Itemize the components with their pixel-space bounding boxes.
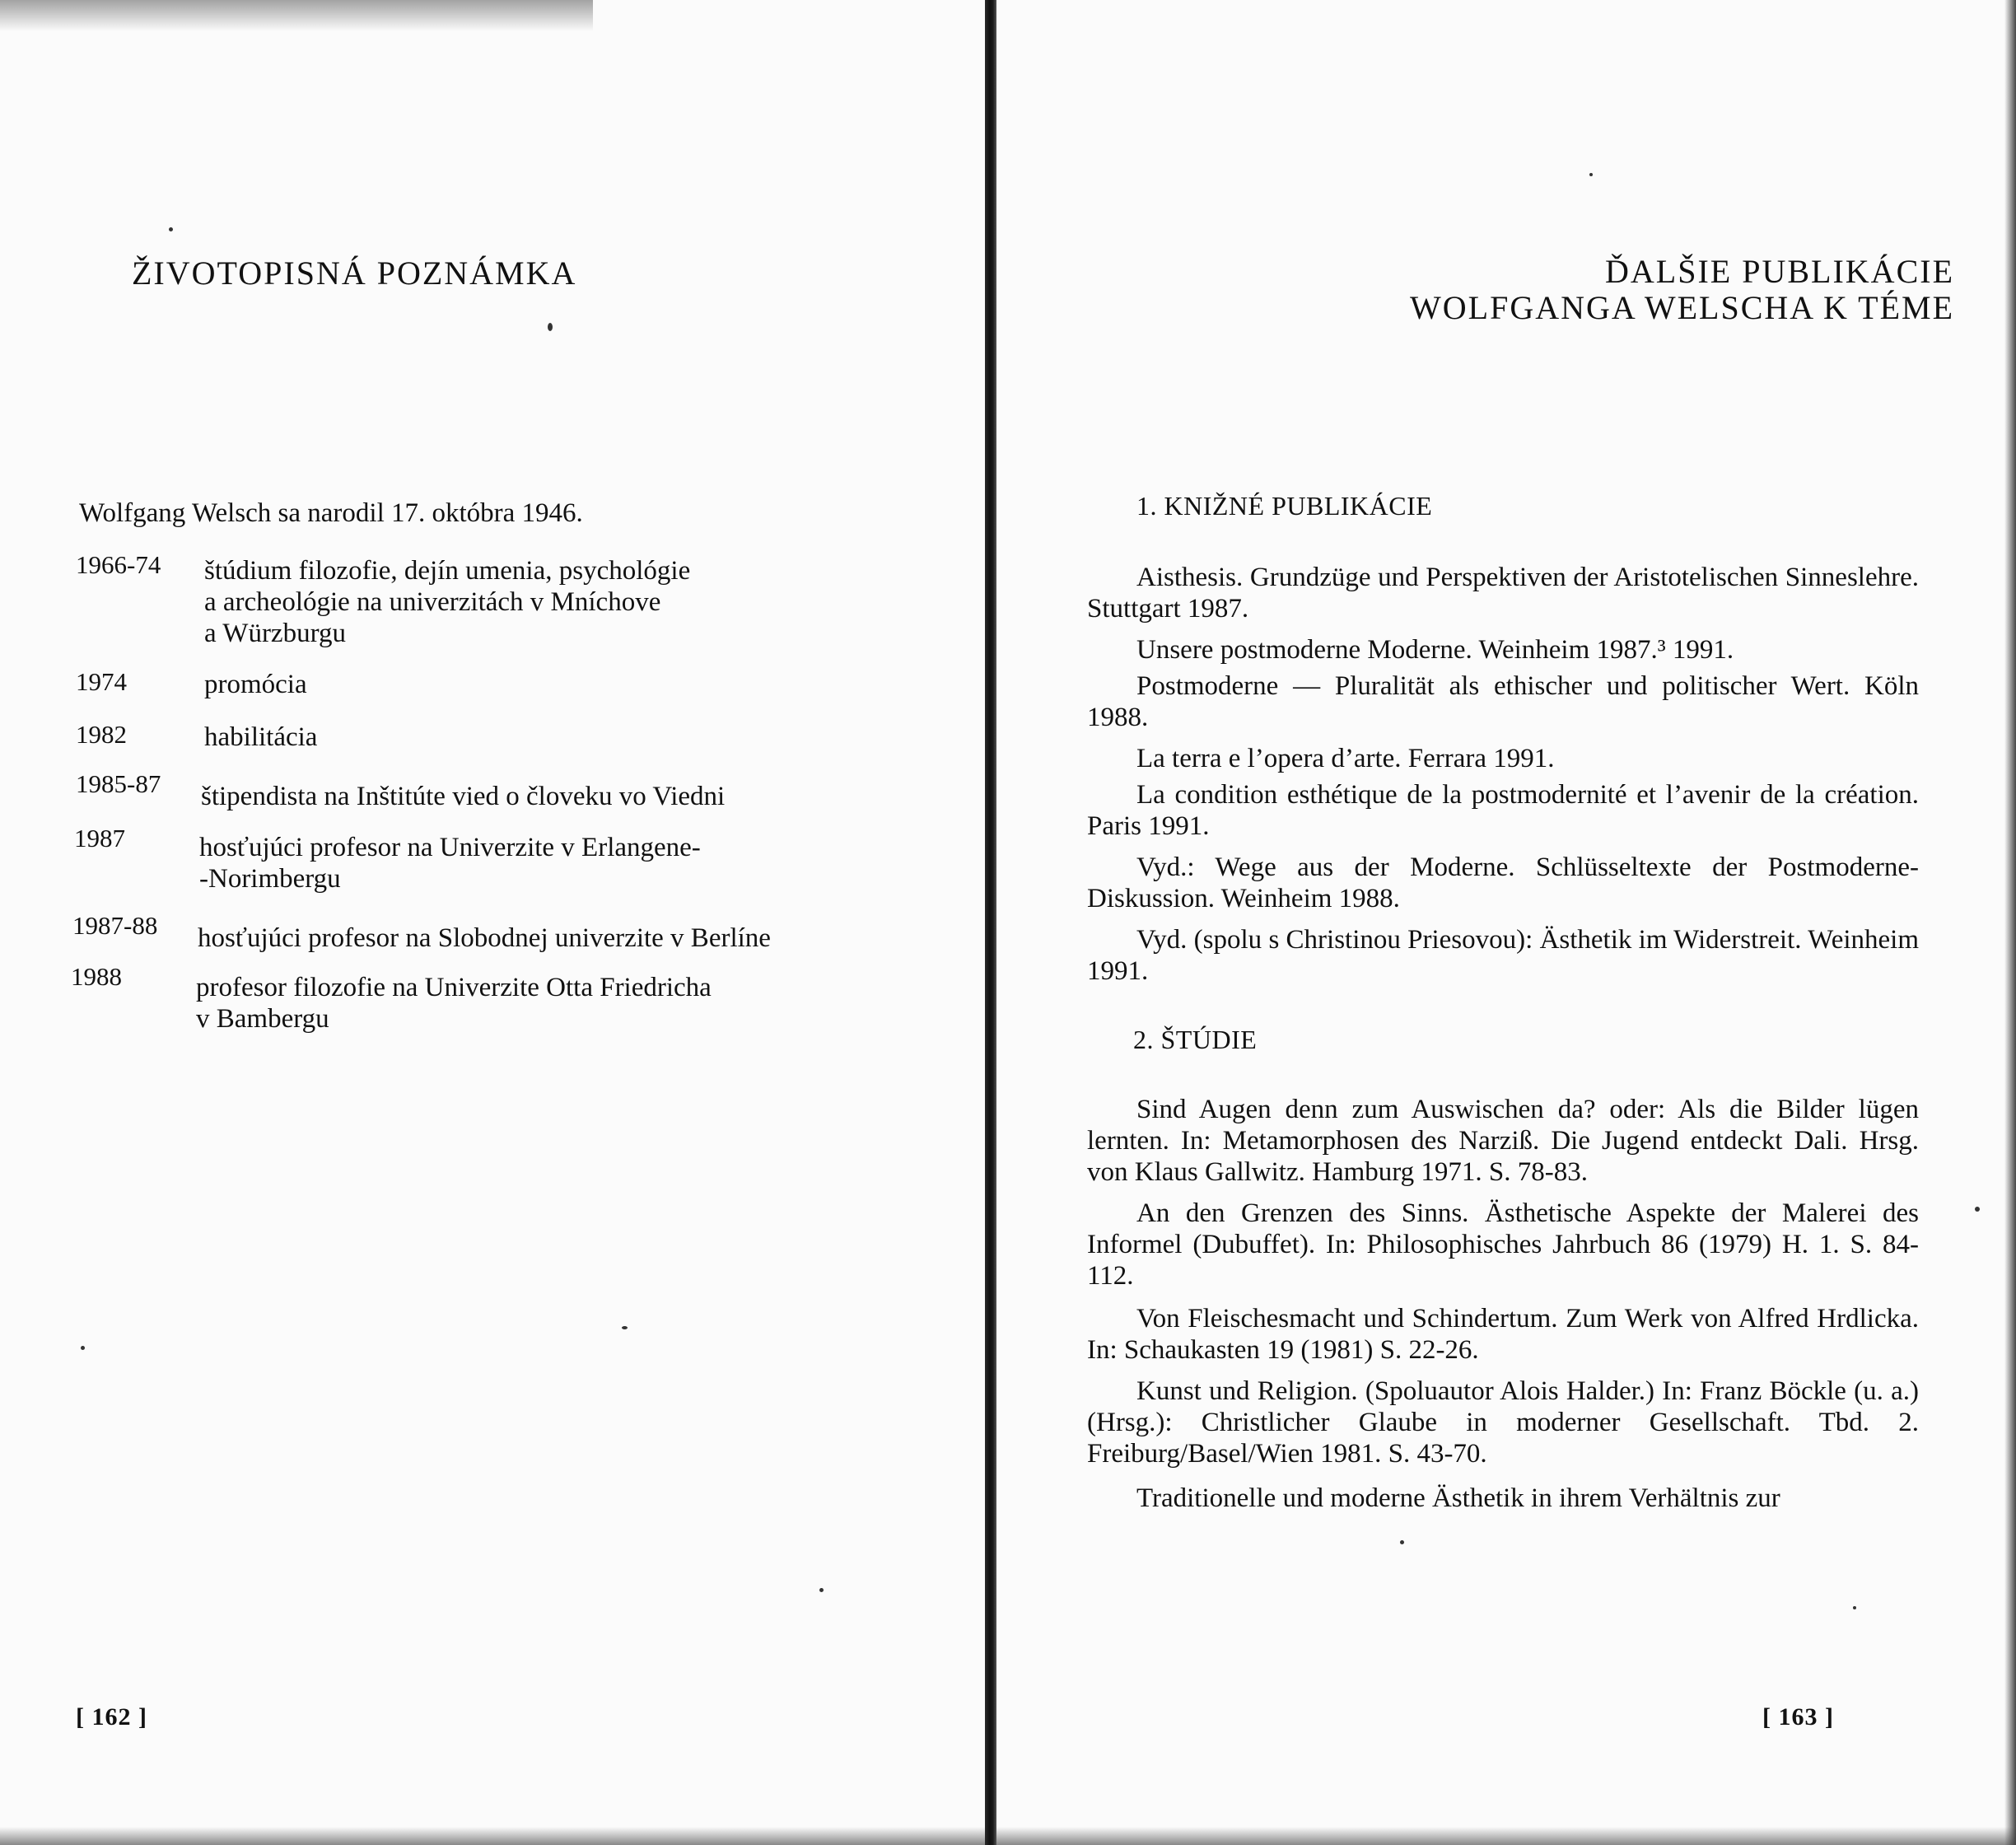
scan-speck (548, 323, 553, 331)
bibliography-entry: Traditionelle und moderne Ästhetik in ihrem Verhältnis zur (1136, 1483, 1780, 1513)
scan-edge (996, 1827, 2016, 1845)
timeline-entry: habilitácia (204, 722, 318, 752)
timeline-year: 1966-74 (76, 550, 161, 579)
bibliography-entry: Unsere postmoderne Moderne. Weinheim 1987.³ 1991. (1136, 635, 1734, 665)
bibliography-entry: Postmoderne — Pluralität als ethischer und politischer Wert. Köln 1988. (1087, 671, 1919, 732)
page-number: [ 163 ] (1762, 1703, 1834, 1731)
timeline-entry: štipendista na Inštitúte vied o človeku vo Viedni (201, 782, 726, 811)
intro-text: Wolfgang Welsch sa narodil 17. októbra 1946. (79, 498, 583, 528)
scan-speck (1589, 173, 1593, 176)
book-spine (985, 0, 996, 1845)
scan-speck (819, 1588, 824, 1592)
timeline-entry: hosťujúci profesor na Slobodnej univerzite v Berlíne (198, 923, 771, 953)
page-number: [ 162 ] (76, 1703, 147, 1731)
timeline-year: 1987 (74, 824, 125, 852)
timeline-year: 1985-87 (76, 769, 161, 798)
timeline-entry: profesor filozofie na Univerzite Otta Friedricha v Bambergu (196, 973, 712, 1034)
bibliography-entry: Sind Augen denn zum Auswischen da? oder: Als die Bilder lügen lernten. In: Metamorphosen des Narziß. Die Jugend entdeckt Dali. Hrsg. von Klaus Gallwitz. Hamburg 1971. S. 78-83. (1087, 1095, 1919, 1187)
scan-speck (1400, 1540, 1404, 1544)
bibliography-entry: La condition esthétique de la postmodernité et l’avenir de la création. Paris 1991. (1087, 780, 1919, 841)
scan-speck (1853, 1606, 1856, 1609)
scan-speck (169, 227, 173, 231)
bibliography-entry: Von Fleischesmacht und Schindertum. Zum Werk von Alfred Hrdlicka. In: Schaukasten 19 (1981) S. 22-26. (1087, 1304, 1919, 1365)
scan-edge (0, 1827, 985, 1845)
timeline-year: 1988 (71, 962, 122, 991)
bibliography-entry: La terra e l’opera d’arte. Ferrara 1991. (1136, 744, 1555, 773)
bibliography-entry: Kunst und Religion. (Spoluautor Alois Halder.) In: Franz Böckle (u. a.) (Hrsg.): Christlicher Glaube in moderner Gesellschaft. Tbd. 2. Freiburg/Basel/Wien 1981. S. 43-70. (1087, 1376, 1919, 1469)
right-page (996, 0, 2016, 1845)
timeline-entry: štúdium filozofie, dejín umenia, psychológie a archeológie na univerzitách v Mníchove a Würzburgu (204, 556, 691, 648)
scan-speck (1975, 1207, 1980, 1212)
scan-speck (81, 1346, 85, 1350)
page-title: ĎALŠIE PUBLIKÁCIE WOLFGANGA WELSCHA K TÉME (1410, 253, 1954, 326)
section-heading: 1. KNIŽNÉ PUBLIKÁCIE (1136, 491, 1433, 521)
timeline-year: 1982 (76, 720, 127, 749)
page-title: ŽIVOTOPISNÁ POZNÁMKA (132, 255, 577, 292)
timeline-entry: hosťujúci profesor na Univerzite v Erlangene- -Norimbergu (199, 833, 701, 894)
left-page (0, 0, 985, 1845)
bibliography-entry: Vyd.: Wege aus der Moderne. Schlüsseltexte der Postmoderne-Diskussion. Weinheim 1988. (1087, 852, 1919, 913)
scan-edge (2004, 0, 2016, 1845)
section-heading: 2. ŠTÚDIE (1133, 1025, 1258, 1054)
bibliography-entry: An den Grenzen des Sinns. Ästhetische Aspekte der Malerei des Informel (Dubuffet). In: Philosophisches Jahrbuch 86 (1979) H. 1. S. 84-112. (1087, 1198, 1919, 1291)
bibliography-entry: Vyd. (spolu s Christinou Priesovou): Ästhetik im Widerstreit. Weinheim 1991. (1087, 925, 1919, 986)
scan-smudge (0, 0, 593, 31)
scan-speck (622, 1326, 628, 1329)
bibliography-entry: Aisthesis. Grundzüge und Perspektiven der Aristotelischen Sinneslehre. Stuttgart 1987. (1087, 563, 1919, 624)
timeline-year: 1987-88 (72, 911, 158, 940)
timeline-entry: promócia (204, 670, 307, 699)
timeline-year: 1974 (76, 667, 127, 696)
